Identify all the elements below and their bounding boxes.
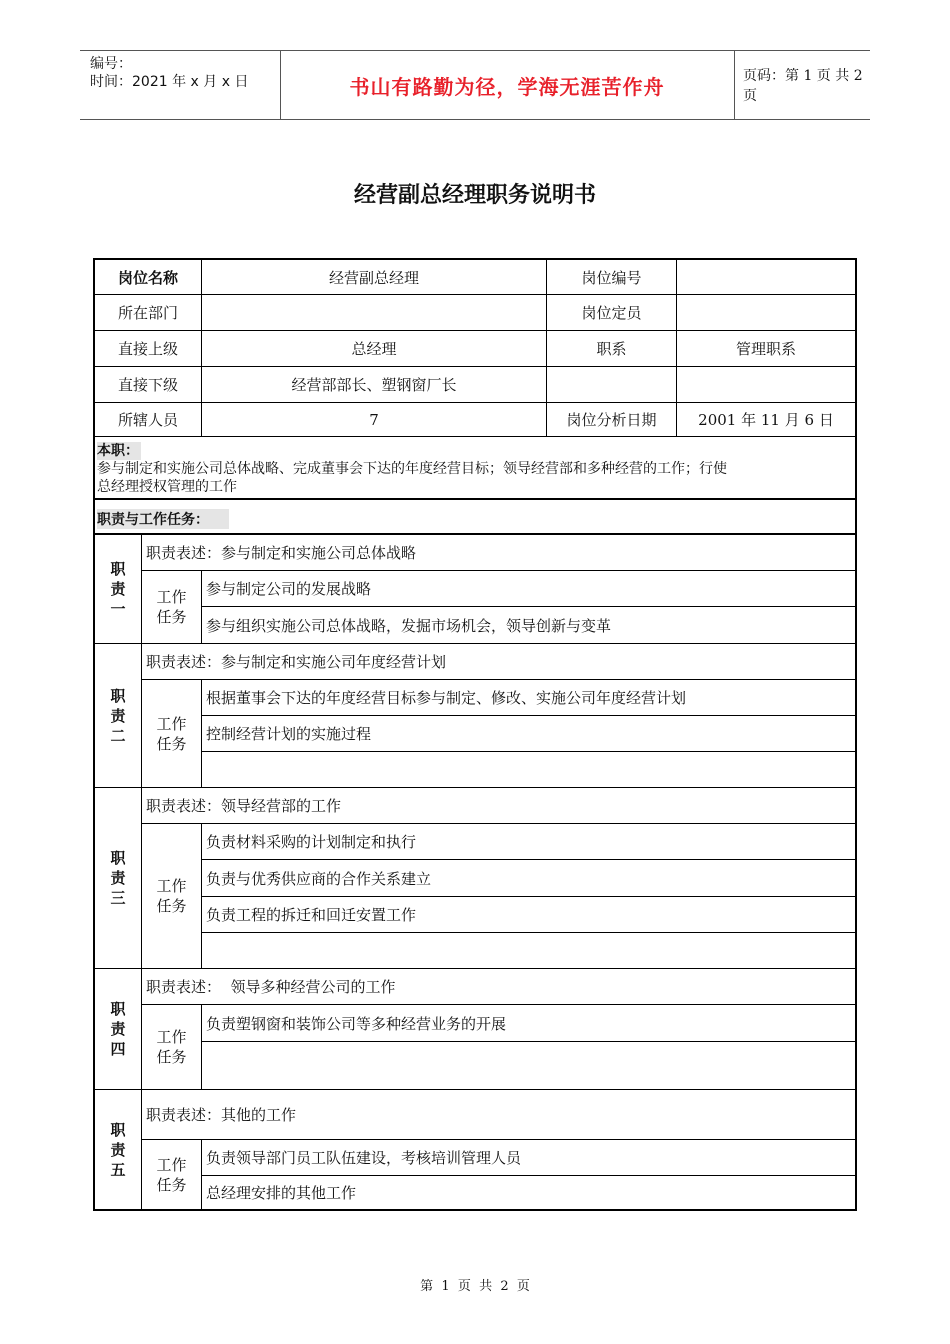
subordinate-label: 直接下级 [117,376,178,394]
duty-2-task-3 [202,752,855,787]
header-slogan-cell [280,51,735,119]
summary-block [97,442,853,496]
staff-value: 7 [369,410,379,429]
duty-4-task-2 [202,1042,855,1089]
duty-5-task-label: 工作 任务 [156,1155,187,1194]
duty-2-task-1: 根据董事会下达的年度经营目标参与制定、修改、实施公司年度经营计划 [206,689,687,707]
document-title: 经营副总经理职务说明书 [353,182,596,208]
duty-3-task-label: 工作 任务 [156,877,187,915]
duty-5-task-1: 负责领导部门员工队伍建设，考核培训管理人员 [206,1149,522,1167]
category-value: 管理职系 [735,340,796,358]
duty-2-desc: 职责表述：参与制定和实施公司年度经营计划 [146,653,447,671]
duty-2-name: 职 责 二 [110,686,126,745]
department-value [202,295,546,330]
duty-4-task-label: 工作 任务 [156,1028,187,1066]
duty-2-task-2: 控制经营计划的实施过程 [206,725,372,743]
duty-4-name: 职 责 四 [110,1000,126,1058]
duty-3-name: 职 责 三 [110,849,126,907]
time-label: 时间：2021 年 x 月 x 日 [90,74,249,90]
duty-1-desc: 职责表述：参与制定和实施公司总体战略 [146,544,417,562]
summary-label: 本职： [97,443,139,459]
duty-4-task-1: 负责塑钢窗和装饰公司等多种经营业务的开展 [206,1014,507,1033]
duty-1-task-2: 参与组织实施公司总体战略，发掘市场机会，领导创新与变革 [206,616,612,635]
slogan: 书山有路勤为径，学海无涯苦作舟 [349,74,665,99]
superior-label: 直接上级 [117,340,178,358]
job-description-table [93,258,857,1211]
duty-5-desc: 职责表述：其他的工作 [146,1106,297,1124]
header-band [80,50,870,120]
page-code: 页码：第 1 页 共 2 页 [743,68,863,104]
duty-3-task-2: 负责与优秀供应商的合作关系建立 [206,869,432,888]
department-label: 所在部门 [117,304,178,322]
duty-1-task-label: 工作 任务 [156,588,187,626]
duties-header: 职责与工作任务： [97,509,229,529]
duty-5-name: 职 责 五 [110,1120,126,1179]
position-no-value [677,260,855,294]
header-meta [80,51,281,119]
analysis-date-label: 岗位分析日期 [566,411,657,429]
category-label: 职系 [596,340,627,358]
page-footer: 第 1 页 共 2 页 [420,1279,530,1294]
analysis-date-value: 2001 年 11 月 6 日 [698,411,834,429]
superior-value: 总经理 [351,340,397,358]
duty-4-desc: 职责表述： 领导多种经营公司的工作 [146,978,396,996]
summary-text-line1: 参与制定和实施公司总体战略、完成董事会下达的年度经营目标；领导经营部和多种经营的工作；行使 [97,461,727,477]
serial-label: 编号： [90,56,132,72]
subordinate-value: 经营部部长、塑钢窗厂长 [291,376,457,394]
duty-3-task-1: 负责材料采购的计划制定和执行 [206,833,417,851]
duty-5-task-2: 总经理安排的其他工作 [206,1184,357,1202]
duty-1-task-1: 参与制定公司的发展战略 [206,580,372,598]
duty-3-task-4 [202,933,855,968]
duty-2-task-label: 工作 任务 [156,714,187,753]
position-name-value: 经营副总经理 [328,268,419,287]
quota-value [677,295,855,330]
duty-3-task-3: 负责工程的拆迁和回迁安置工作 [206,906,417,924]
position-name-label: 岗位名称 [117,268,178,287]
summary-text-line2: 总经理授权管理的工作 [97,479,237,495]
position-no-label: 岗位编号 [581,268,642,287]
quota-label: 岗位定员 [581,304,642,322]
header-page-cell [735,51,870,119]
staff-label: 所辖人员 [117,411,178,429]
duty-3-desc: 职责表述：领导经营部的工作 [146,797,342,815]
duty-1-name: 职 责 一 [110,560,126,618]
